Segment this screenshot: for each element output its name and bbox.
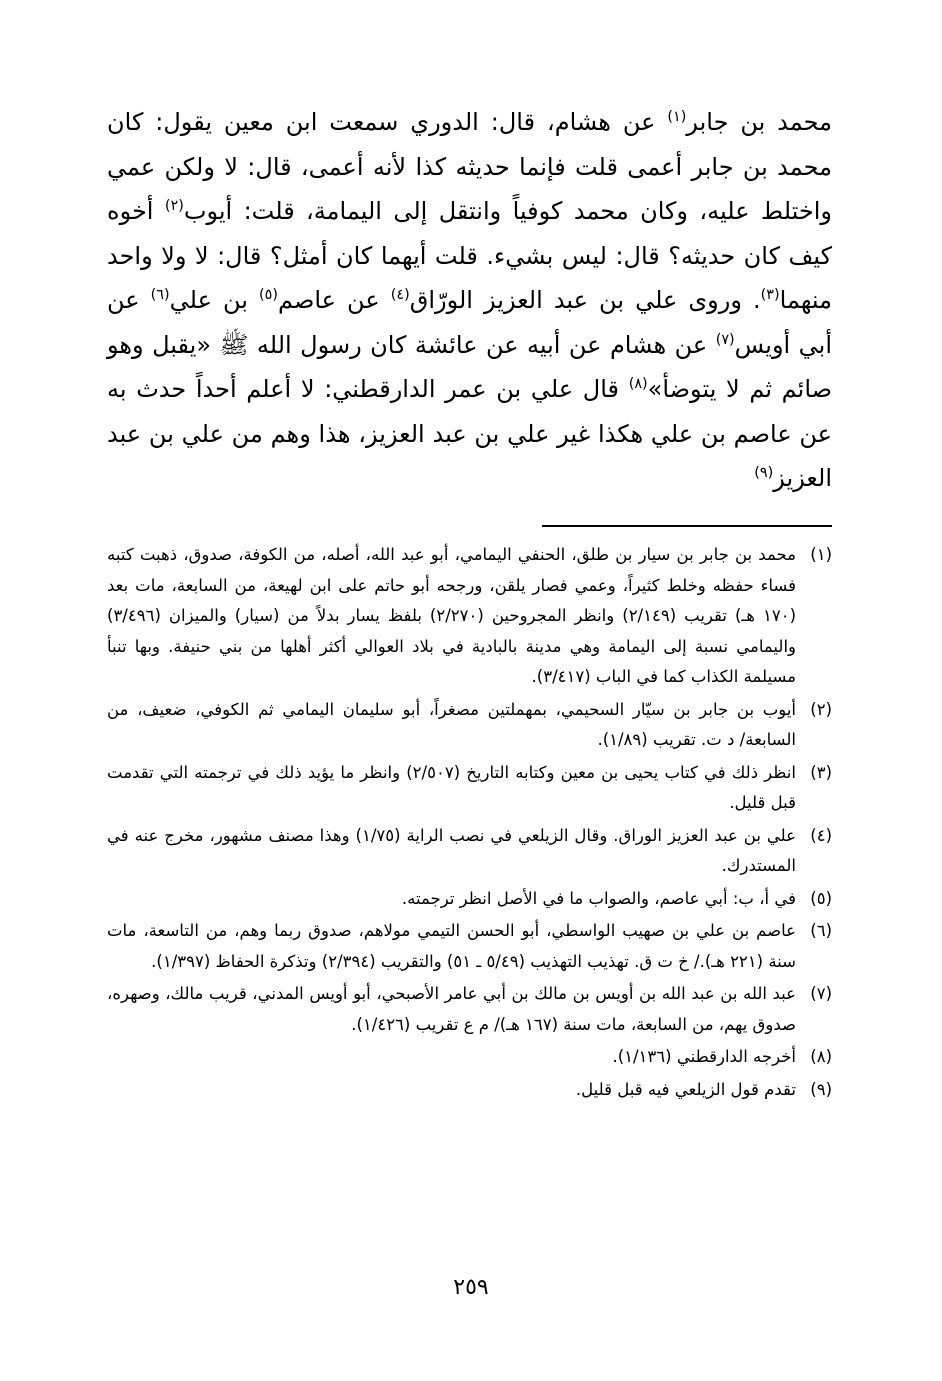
- footnote-item: [107, 821, 832, 882]
- footnote-number: (٢): [810, 699, 832, 719]
- main-text-segment: . وروى علي بن عبد العزيز الورّاق: [409, 286, 761, 314]
- footnote-item: [107, 916, 832, 977]
- footnote-marker: (٧): [715, 331, 735, 348]
- footnotes-list: [107, 540, 832, 1107]
- footnote-marker: (١): [667, 109, 687, 125]
- main-text-segment: أخوه كيف كان حديثه؟ قال: ليس بشيء. قلت أيهما كان أمثل؟ قال: لا ولا واحد منهما: [107, 197, 832, 314]
- footnote-number: (٥): [810, 888, 832, 908]
- main-text-segment: عن هشام عن أبيه عن عائشة كان رسول الله ﷺ «يقبل وهو صائم ثم لا يتوضأ»: [107, 330, 833, 403]
- main-text-segment: قال علي بن عمر الدارقطني: لا أعلم أحداً حدث به عن عاصم بن علي هكذا غير علي بن عبد العزيز، هذا وهم من علي بن عبد العزيز: [107, 375, 832, 492]
- footnote-item: [107, 979, 832, 1040]
- footnote-number: (٤): [810, 825, 832, 845]
- footnote-marker: (٢): [164, 198, 184, 214]
- footnote-text: عبد الله بن عبد الله بن أويس بن مالك بن أبي عامر الأصبحي، أبو أويس المدني، قريب مالك، وصهره، صدوق يهم، من السابعة، مات سنة (١٦٧ هـ)/ م ع تقريب (١/٤٢٦).: [107, 984, 796, 1034]
- main-paragraph: [107, 100, 832, 501]
- footnote-number: (٩): [810, 1079, 832, 1099]
- main-text-segment: عن أبي أويس: [107, 286, 833, 359]
- footnote-item: [107, 1042, 832, 1073]
- footnote-text: انظر ذلك في كتاب يحيى بن معين وكتابه التاريخ (٢/٥٠٧) وانظر ما يؤيد ذلك في ترجمته التي تقدمت قبل قليل.: [107, 762, 796, 812]
- footnote-separator: [542, 525, 832, 527]
- footnote-text: أيوب بن جابر بن سيّار السحيمي، بمهملتين مصغراً، أبو سليمان اليمامي ثم الكوفي، ضعيف، من السابعة/ د ت. تقريب (١/٨٩).: [107, 699, 796, 749]
- footnote-text: محمد بن جابر بن سيار بن طلق، الحنفي اليمامي، أبو عبد الله، أصله، من الكوفة، صدوق، ذهبت كتبه فساء حفظه وخلط كثيراً، وعمي فصار يلقن، ورجحه أبو حاتم على ابن لهيعة، من السابعة، مات بعد (١٧٠ هـ) تقريب (٢/١٤٩) وانظر المجروحين (٢/٢٧٠) بلفظ يسار بدلاً من (سيار) والميزان (٣/٤٩٦) واليمامي نسبة إلى اليمامة وهي مدينة بالبادية في بلاد العوالي أكثر أهلها من بني حنيفة. وبها تنبأ مسيلمة الكذاب كما في الباب (٣/٤١٧).: [107, 545, 796, 686]
- footnote-text: عاصم بن علي بن صهيب الواسطي، أبو الحسن التيمي مولاهم، صدوق ربما وهم، من التاسعة، مات سنة (٢٢١ هـ)./ خ ت ق. تهذيب التهذيب (٥/٤٩ ـ ٥١) والتقريب (٢/٣٩٤) وتذكرة الحفاظ (١/٣٩٧).: [107, 921, 796, 971]
- footnote-number: (٨): [810, 1047, 832, 1066]
- footnote-item: [107, 695, 832, 756]
- main-text-segment: عن هشام، قال: الدوري سمعت ابن معين يقول: كان محمد بن جابر أعمى قلت فإنما حديثه كذا لأنه أعمى، قال: لا ولكن عمي واختلط عليه، وكان محمد كوفياً وانتقل إلى اليمامة، قلت: أيوب: [107, 108, 832, 225]
- footnote-text: تقدم قول الزيلعي فيه قبل قليل.: [575, 1079, 796, 1099]
- footnote-marker: (٦): [150, 287, 170, 303]
- footnote-marker: (٩): [754, 465, 774, 481]
- page-number: ٢٥٩: [453, 1275, 489, 1300]
- main-text-block: [107, 100, 832, 501]
- footnote-item: [107, 758, 832, 819]
- footnote-number: (٣): [810, 762, 832, 782]
- footnote-number: (٦): [810, 921, 832, 940]
- footnote-marker: (٨): [628, 376, 648, 392]
- footnote-text: أخرجه الدارقطني (١/١٣٦).: [612, 1047, 796, 1066]
- footnote-text: علي بن عبد العزيز الوراق. وقال الزيلعي في نصب الراية (١/٧٥) وهذا مصنف مشهور، مخرج عنه في المستدرك.: [107, 825, 796, 875]
- footnote-number: (٧): [810, 984, 832, 1003]
- footnote-number: (١): [810, 545, 832, 564]
- footnote-item: [107, 540, 832, 693]
- footnote-item: [107, 1075, 832, 1106]
- main-text-segment: عن عاصم: [278, 286, 391, 314]
- footnote-marker: (٣): [760, 287, 780, 303]
- footnote-marker: (٥): [259, 287, 278, 303]
- main-text-segment: محمد بن جابر: [686, 108, 832, 136]
- footnote-item: [107, 884, 832, 915]
- footnote-text: في أ، ب: أبي عاصم، والصواب ما في الأصل انظر ترجمته.: [401, 888, 796, 908]
- main-text-segment: بن علي: [169, 286, 260, 314]
- footnote-marker: (٤): [390, 287, 410, 303]
